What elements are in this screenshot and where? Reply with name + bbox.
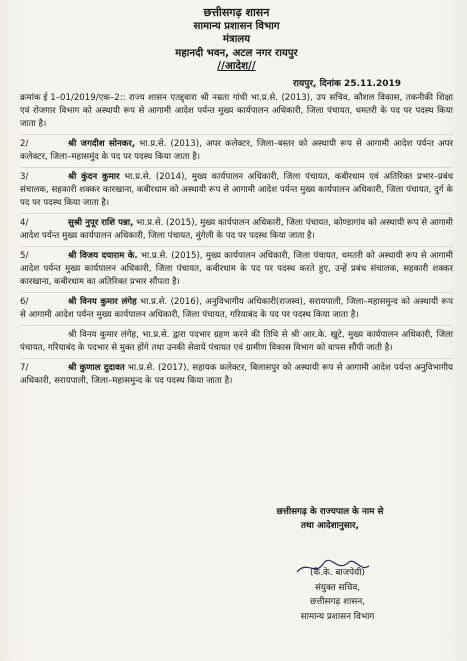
order-paragraph [20, 92, 453, 131]
order-paragraph [20, 138, 453, 164]
paragraph-divider [20, 246, 453, 247]
paragraph-text: राज्य शासन एतद्द्वारा श्री नम्रता गांधी भा.प्र.से. (2013), उप सचिव, कौशल विकास, तकनीकी शिक्षा एवं रोजगार विभाग को अस्थायी रूप से आगामी आदेश पर्यन्त मुख्य कार्यपालन अधिकारी, जिला पंचायत, धमतरी के पद पर पदस्थ किया जाता है। [20, 92, 453, 129]
paragraph-number: क्रमांक ई 1–01/2019/एक–2:: [20, 92, 126, 103]
paragraph-divider [20, 325, 453, 326]
order-paragraph [20, 329, 453, 355]
paragraph-number: 2/ [20, 138, 29, 149]
order-paragraph [20, 217, 453, 243]
officer-name: श्री जगदीश सोनकर, [68, 138, 136, 149]
paragraph-divider [20, 134, 453, 135]
designation-1: संयुक्त सचिव, [314, 582, 361, 593]
paragraph-number: 7/ [20, 362, 29, 373]
order-title: //आदेश// [217, 60, 256, 72]
paragraph-divider [20, 292, 453, 293]
paragraph-text: भा.प्र.से. (2015), मुख्य कार्यपालन अधिकारी, जिला पंचायत, धमतरी को अस्थायी रूप से आगामी आदेश पर्यन्त मुख्य कार्यपालन अधिकारी, जिला पंचायत, कबीरधाम के पद पर पदस्थ करते हुए, उन्हें प्रबंध संचालक, सहकारी शक्कर कारखाना, कबीरधाम का अतिरिक्त प्रभार सौंपता है। [20, 250, 453, 287]
date-line: रायपुर, दिनांक 25.11.2019 [293, 78, 401, 89]
signoff-line-2: तथा आदेशानुसार, [301, 520, 359, 531]
paragraph-text: भा.प्र.से. (2016), अनुविभागीय अधिकारी(राजस्व), सरायपाली, जिला–महासमुन्द को अस्थायी रूप से आगामी आदेश पर्यन्त मुख्य कार्यपालन अधिकारी, जिला पंचायत, गरियाबंद के पद पर पदस्थ किया जाता है। [20, 296, 453, 320]
officer-name: श्री विजय दयाराम के. [68, 250, 138, 261]
order-paragraph [20, 296, 453, 322]
paragraph-text: श्री विनय कुमार लंगेह, भा.प्र.से. द्वारा पदभार ग्रहण करने की तिथि से श्री आर.के. खुटे, मुख्य कार्यपालन अधिकारी, जिला पंचायत, गरियाबंद के पदभार से मुक्त होंगे तथा उनकी सेवायें पंचायत एवं ग्रामीण विकास विभाग को वापस सौंपी जाती है। [20, 329, 453, 353]
paragraph-text: भा.प्र.से. (2015), मुख्य कार्यपालन अधिकारी, जिला पंचायत, कोण्डागांव को अस्थायी रूप से आगामी आदेश पर्यन्त मुख्य कार्यपालन अधिकारी, जिला पंचायत, मुंगेली के पद पर पदस्थ किया जाता है। [20, 217, 453, 241]
signatory-name: (के.के. बाजपेयी) [310, 568, 365, 578]
paragraph-number: 5/ [20, 250, 29, 261]
department-name: सामान्य प्रशासन विभाग [193, 20, 280, 32]
order-paragraph [20, 171, 453, 210]
order-body [20, 92, 453, 388]
officer-name: श्री कुंदन कुमार [68, 171, 120, 182]
paragraph-divider [20, 167, 453, 168]
order-paragraph [20, 362, 453, 388]
paragraph-number: 4/ [20, 217, 29, 228]
paragraph-text: भा.प्र.से. (2013), अपर कलेक्टर, जिला–बस्तर को अस्थायी रूप से आगामी आदेश पर्यन्त अपर कलेक्टर, जिला–महासमुंद के पद पर पदस्थ किया जाता है। [20, 138, 453, 162]
signoff-line-1: छत्तीसगढ़ के राज्यपाल के नाम से [276, 507, 384, 517]
paragraph-text: भा.प्र.से. (2017), सहायक कलेक्टर, बिलासपुर को अस्थायी रूप से आगामी आदेश पर्यन्त अनुविभागीय अधिकारी, सरायपाली, जिला–महासमुन्द के पद पदस्थ किया जाता है। [20, 362, 453, 386]
paragraph-number: 6/ [20, 296, 29, 307]
paragraph-divider [20, 213, 453, 214]
officer-name: सुश्री नुपूर राशि पन्ना, [68, 217, 134, 228]
paragraph-text: भा.प्र.से. (2014), मुख्य कार्यपालन अधिकारी, जिला पंचायत, कबीरधाम एवं अतिरिक्त प्रभार–प्रबंध संचालक, सहकारी शक्कर कारखाना, कबीरधाम को अस्थायी रूप से आगामी आदेश पर्यन्त मुख्य कार्यपालन अधिकारी, जिला पंचायत, दुर्ग के पद पर पदस्थ किया जाता है। [20, 171, 453, 208]
signatory [250, 566, 425, 624]
designation-3: सामान्य प्रशासन विभाग [300, 611, 375, 622]
officer-name: श्री कुणाल दुदावत [68, 362, 125, 373]
signoff-block [235, 506, 425, 533]
paragraph-divider [20, 358, 453, 359]
officer-name: श्री विनय कुमार लंगेह [68, 296, 137, 307]
ministry-name: मंत्रालय [222, 34, 251, 45]
letterhead [20, 6, 453, 74]
paragraph-number: 3/ [20, 171, 29, 182]
order-paragraph [20, 250, 453, 289]
address: महानदी भवन, अटल नगर रायपुर [175, 47, 298, 59]
govt-name: छत्तीसगढ़ शासन [203, 6, 270, 19]
designation-2: छत्तीसगढ़ शासन, [309, 597, 366, 607]
